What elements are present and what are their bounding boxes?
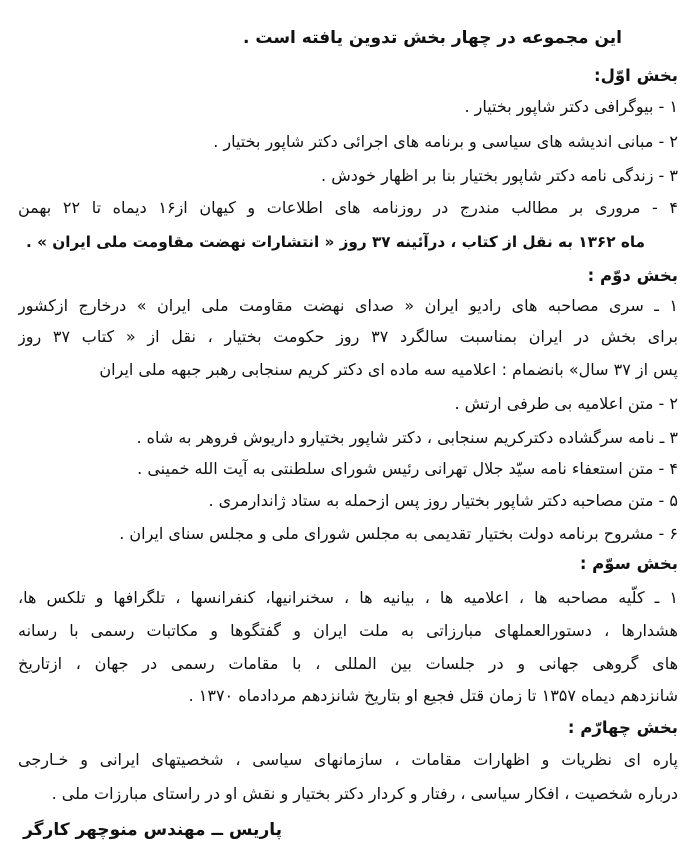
- part2-item-5: ۵ - متن مصاحبه دکتر شاپور بختیار روز پس ازحمله به ستاد ژاندارمری .: [208, 491, 678, 510]
- part2-item-3: ۳ ـ نامه سرگشاده دکترکریم سنجابی ، دکتر شاپور بختیارو داریوش فروهر به شاه .: [136, 428, 678, 447]
- part2-item-1-line-1: ۱ ـ سری مصاحبه های رادیو ایران « صدای نهضت مقاومت ملی ایران » درخارج ازکشور: [18, 296, 678, 315]
- part3-line-4: شانزدهم دیماه ۱۳۵۷ تا زمان قتل فجیع او بتاریخ شانزدهم مردادماه ۱۳۷۰ .: [188, 686, 678, 705]
- part4-heading: بخش چهارّم :: [567, 718, 678, 737]
- part1-item-3: ۳ - زندگی نامه دکتر شاپور بختیار بنا بر اظهار خودش .: [321, 166, 678, 185]
- part3-line-3: های گروهی جهانی و در جلسات بین المللی ، با مقامات رسمی در جهان ، ازتاریخ: [18, 654, 678, 673]
- part2-item-4: ۴ - متن استعفاء نامه سیّد جلال تهرانی رئیس شورای سلطنتی به آیت الله خمینی .: [137, 459, 678, 478]
- part2-item-1-line-3: پس از ۳۷ سال» بانضمام : اعلامیه سه ماده ای دکتر کریم سنجابی رهبر جبهه ملی ایران: [99, 360, 678, 379]
- part2-item-2: ۲ - متن اعلامیه بی طرفی ارتش .: [454, 394, 678, 413]
- part2-item-6: ۶ - مشروح برنامه دولت بختیار تقدیمی به مجلس شورای ملی و مجلس سنای ایران .: [119, 524, 678, 543]
- part1-heading: بخش اوّل:: [594, 66, 678, 85]
- part3-line-2: هشدارها ، دستورالعملهای مبارزاتی به ملت ایران و گفتگوها و مکاتبات رسمی با رسانه: [18, 621, 678, 640]
- part1-item-1: ۱ - بیوگرافی دکتر شاپور بختیار .: [464, 97, 678, 116]
- part4-line-2: درباره شخصیت ، افکار سیاسی ، رفتار و کردار دکتر بختیار و نقش او در راستای مبارزات ملی .: [51, 784, 678, 803]
- part3-heading: بخش سوّم :: [579, 554, 678, 573]
- part2-item-1-line-2: برای بخش در ایران بمناسبت سالگرد ۳۷ روز حکومت بختیار ، نقل از « کتاب ۳۷ روز: [18, 327, 678, 346]
- part3-line-1: ۱ ـ کلّیه مصاحبه ها ، اعلامیه ها ، بیانیه ها ، سخنرانیها، کنفرانسها ، تلگرافها و تلکس ها،: [18, 588, 678, 607]
- part1-item-4-line-1: ۴ - مروری بر مطالب مندرج در روزنامه های اطلاعات و کیهان از۱۶ دیماه تا ۲۲ بهمن: [18, 198, 678, 217]
- signature: پاریس ــ مهندس منوچهر کارگر: [23, 820, 282, 840]
- part1-item-2: ۲ - مبانی اندیشه های سیاسی و برنامه های اجرائی دکتر شاپور بختیار .: [213, 132, 678, 151]
- part4-line-1: پاره ای نظریات و اظهارات مقامات ، سازمانهای سیاسی ، شخصیتهای ایرانی و خـارجی: [18, 750, 678, 769]
- intro-title: این مجموعه در چهار بخش تدوین یافته است .: [242, 28, 622, 48]
- part1-item-4-line-2: ماه ۱۳۶۲ به نقل از کتاب ، درآئینه ۳۷ روز « انتشارات نهضت مقاومت ملی ایران » .: [25, 233, 645, 251]
- part2-heading: بخش دوّم :: [587, 266, 678, 285]
